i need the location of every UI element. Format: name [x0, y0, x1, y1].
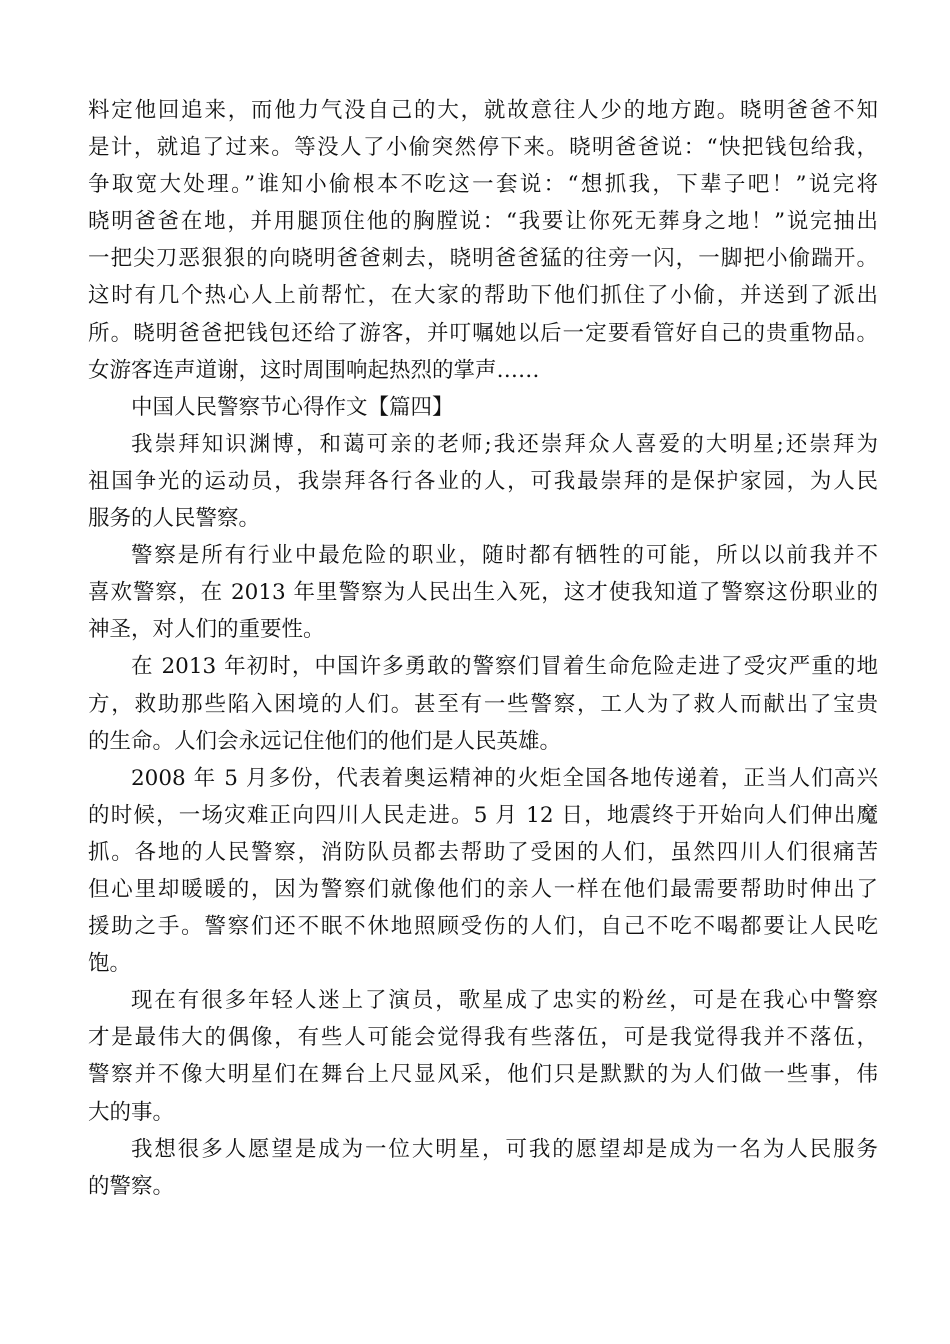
text-line: 抓。各地的人民警察，消防队员都去帮助了受困的人们，虽然四川人们很痛苦: [88, 839, 878, 865]
text-line: 喜欢警察，在 2013 年里警察为人民出生入死，这才使我知道了警察这份职业的: [88, 580, 878, 606]
text-line: 晓明爸爸在地，并用腿顶住他的胸膛说：“我要让你死无葬身之地！”说完抽出: [88, 209, 878, 235]
text-line: 方，救助那些陷入困境的人们。甚至有一些警察，工人为了救人而献出了宝贵: [88, 691, 878, 717]
paragraph: [88, 760, 878, 983]
text-line: 现在有很多年轻人迷上了演员，歌星成了忠实的粉丝，可是在我心中警察: [131, 988, 878, 1014]
text-line: 援助之手。警察们还不眠不休地照顾受伤的人们，自己不吃不喝都要让人民吃: [88, 914, 878, 940]
section-heading: [88, 389, 878, 426]
paragraph-story-ending: [88, 92, 878, 389]
text-line: 这时有几个热心人上前帮忙，在大家的帮助下他们抓住了小偷，并送到了派出: [88, 283, 878, 309]
paragraph: [88, 426, 878, 537]
text-line: 但心里却暖暖的，因为警察们就像他们的亲人一样在他们最需要帮助时伸出了: [88, 876, 878, 902]
text-line: 争取宽大处理。”谁知小偷根本不吃这一套说：“想抓我，下辈子吧！”说完将: [88, 172, 878, 198]
paragraph: [88, 537, 878, 648]
text-line: 警察并不像大明星们在舞台上尺显风采，他们只是默默的为人们做一些事，伟: [88, 1062, 878, 1088]
text-line: 服务的人民警察。: [88, 506, 261, 532]
text-line: 2008 年 5 月多份，代表着奥运精神的火炬全国各地传递着，正当人们高兴: [131, 765, 878, 791]
text-line: 警察是所有行业中最危险的职业，随时都有牺牲的可能，所以以前我并不: [131, 543, 878, 569]
paragraph: [88, 648, 878, 759]
document-page: [88, 92, 878, 1205]
text-line: 的警察。: [88, 1173, 175, 1199]
text-line: 神圣，对人们的重要性。: [88, 617, 325, 643]
text-line: 才是最伟大的偶像，有些人可能会觉得我有些落伍，可是我觉得我并不落伍，: [88, 1025, 878, 1051]
paragraph: [88, 1131, 878, 1205]
text-line: 我想很多人愿望是成为一位大明星，可我的愿望却是成为一名为人民服务: [131, 1136, 878, 1162]
text-line: 大的事。: [88, 1099, 175, 1125]
heading-text: 中国人民警察节心得作文【篇四】: [131, 394, 454, 420]
text-line: 料定他回追来，而他力气没自己的大，就故意往人少的地方跑。晓明爸爸不知: [88, 98, 878, 123]
text-line: 女游客连声道谢，这时周围响起热烈的掌声……: [88, 357, 540, 383]
text-line: 是计，就追了过来。等没人了小偷突然停下来。晓明爸爸说：“快把钱包给我，: [88, 135, 878, 161]
text-line: 的生命。人们会永远记住他们的他们是人民英雄。: [88, 728, 562, 754]
paragraph: [88, 982, 878, 1130]
text-line: 饱。: [88, 951, 132, 977]
text-line: 祖国争光的运动员，我崇拜各行各业的人，可我最崇拜的是保护家园，为人民: [88, 468, 878, 494]
text-line: 一把尖刀恶狠狠的向晓明爸爸刺去，晓明爸爸猛的往旁一闪，一脚把小偷踹开。: [88, 246, 878, 272]
text-line: 所。晓明爸爸把钱包还给了游客，并叮嘱她以后一定要看管好自己的贵重物品。: [88, 320, 878, 346]
text-line: 在 2013 年初时，中国许多勇敢的警察们冒着生命危险走进了受灾严重的地: [131, 654, 878, 680]
text-line: 的时候，一场灾难正向四川人民走进。5 月 12 日，地震终于开始向人们伸出魔: [88, 802, 878, 828]
text-line: 我崇拜知识渊博，和蔼可亲的老师;我还崇拜众人喜爱的大明星;还崇拜为: [131, 431, 878, 457]
